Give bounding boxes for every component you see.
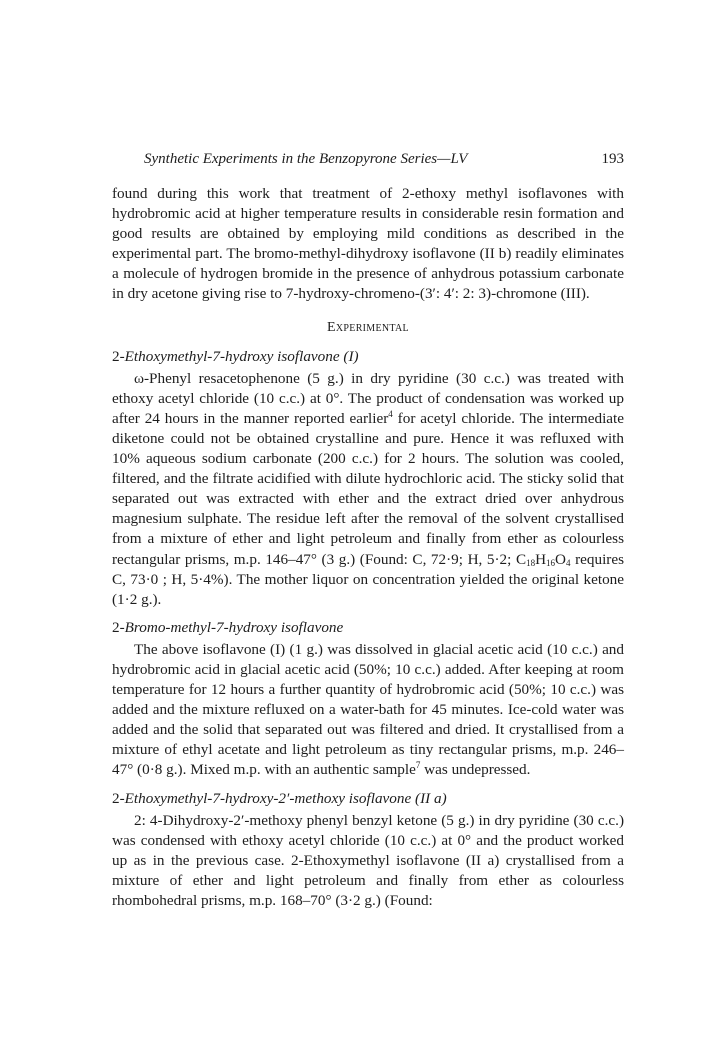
intro-paragraph: found during this work that treatment of 2-ethoxy methyl isoflavones with hydrobromic acid at higher temperature results in considerable resin formation and good results are obtained by employing mild conditions as described in the experimental part. The bromo-methyl-dihydroxy isoflavone (II b) readily eliminates a molecule of hydrogen bromide in the presence of anhydrous potassium carbonate in dry acetone giving rise to 7-hydroxy-chromeno-(3′: 4′: 2: 3)-chromone (III). (112, 185, 624, 303)
subsection-prefix: 2- (112, 618, 125, 636)
subsection-heading-methoxy-isoflavone (112, 789, 624, 809)
formula-subscript: 4 (566, 557, 571, 568)
paper-page (112, 148, 624, 911)
paragraph-text: requires C, 73·0 ; H, 5·4%). The mother liquor on concentration yielded the original ketone (1·2 g.). (112, 550, 625, 608)
subsection-heading-ethoxymethyl-hydroxy-isoflavone (112, 347, 624, 367)
compound-label: (I) (343, 347, 359, 365)
formula-element: O (555, 550, 567, 568)
formula-subscript: 18 (526, 557, 536, 568)
running-head (144, 148, 624, 170)
paragraph-text: ω-Phenyl resacetophenone (5 g.) in dry pyridine (30 c.c.) was treated with ethoxy acetyl chloride (10 c.c.) at 0°. The product of condensation was worked up after 24 hours in the manner reported earlier (112, 369, 624, 427)
subsection-title: Ethoxymethyl-7-hydroxy-2′-methoxy isoflavone (124, 789, 412, 807)
subsection-prefix: 2- (112, 789, 125, 807)
section-heading: Experimental (327, 319, 409, 335)
paragraph-text: for acetyl chloride. The intermediate diketone could not be obtained crystalline and pure. Hence it was refluxed with 10% aqueous sodium carbonate (200 c.c.) for 2 hours. The solution was cooled, filtered, and the filtrate acidified with dilute hydrochloric acid. The sticky solid that separated out was extracted with ether and the extract dried over anhydrous magnesium sulphate. The residue left after the removal of the solvent crystallised from a mixture of ether and light petroleum and finally from ether as colourless rectangular prisms, m.p. 146–47° (3 g.) (Found: C, 72·9; H, 5·2; C (112, 409, 624, 568)
section-paragraph-2 (112, 640, 624, 781)
running-title: Synthetic Experiments in the Benzopyrone Series—LV (144, 151, 468, 167)
compound-label: (II a) (415, 789, 447, 807)
paragraph-text: was undepressed. (420, 761, 531, 779)
section-paragraph-3: 2: 4-Dihydroxy-2′-methoxy phenyl benzyl ketone (5 g.) in dry pyridine (30 c.c.) was condensed with ethoxy acetyl chloride (10 c.c.) at 0° and the product worked up as in the previous case. 2-Ethoxymethyl isoflavone (II a) crystallised from a mixture of ether and light petroleum and finally from ether as colourless rhombohedral prisms, m.p. 168–70° (3·2 g.) (Found: (112, 811, 624, 909)
subsection-heading-bromo-methyl-isoflavone (112, 618, 624, 638)
reference-marker: 7 (415, 760, 421, 771)
paragraph-text: The above isoflavone (I) (1 g.) was dissolved in glacial acetic acid (10 c.c.) and hydrobromic acid in glacial acetic acid (50%; 10 c.c.) added. After keeping at room temperature for 12 hours a further quantity of hydrobromic acid (50%; 10 c.c.) was added and the mixture refluxed on a water-bath for 45 minutes. Ice-cold water was added and the solid that separated out was filtered and dried. It crystallised from a mixture of ethyl acetate and light petroleum as tiny rectangular prisms, m.p. 246–47° (0·8 g.). Mixed m.p. with an authentic sample (112, 640, 624, 779)
reference-marker: 4 (388, 408, 393, 419)
section-paragraph-1 (112, 369, 624, 610)
subsection-prefix: 2- (112, 347, 125, 365)
formula-element: H (535, 550, 547, 568)
page-number: 193 (601, 151, 624, 167)
subsection-title: Ethoxymethyl-7-hydroxy isoflavone (124, 347, 340, 365)
formula-subscript: 16 (546, 557, 556, 568)
subsection-title: Bromo-methyl-7-hydroxy isoflavone (124, 618, 344, 636)
